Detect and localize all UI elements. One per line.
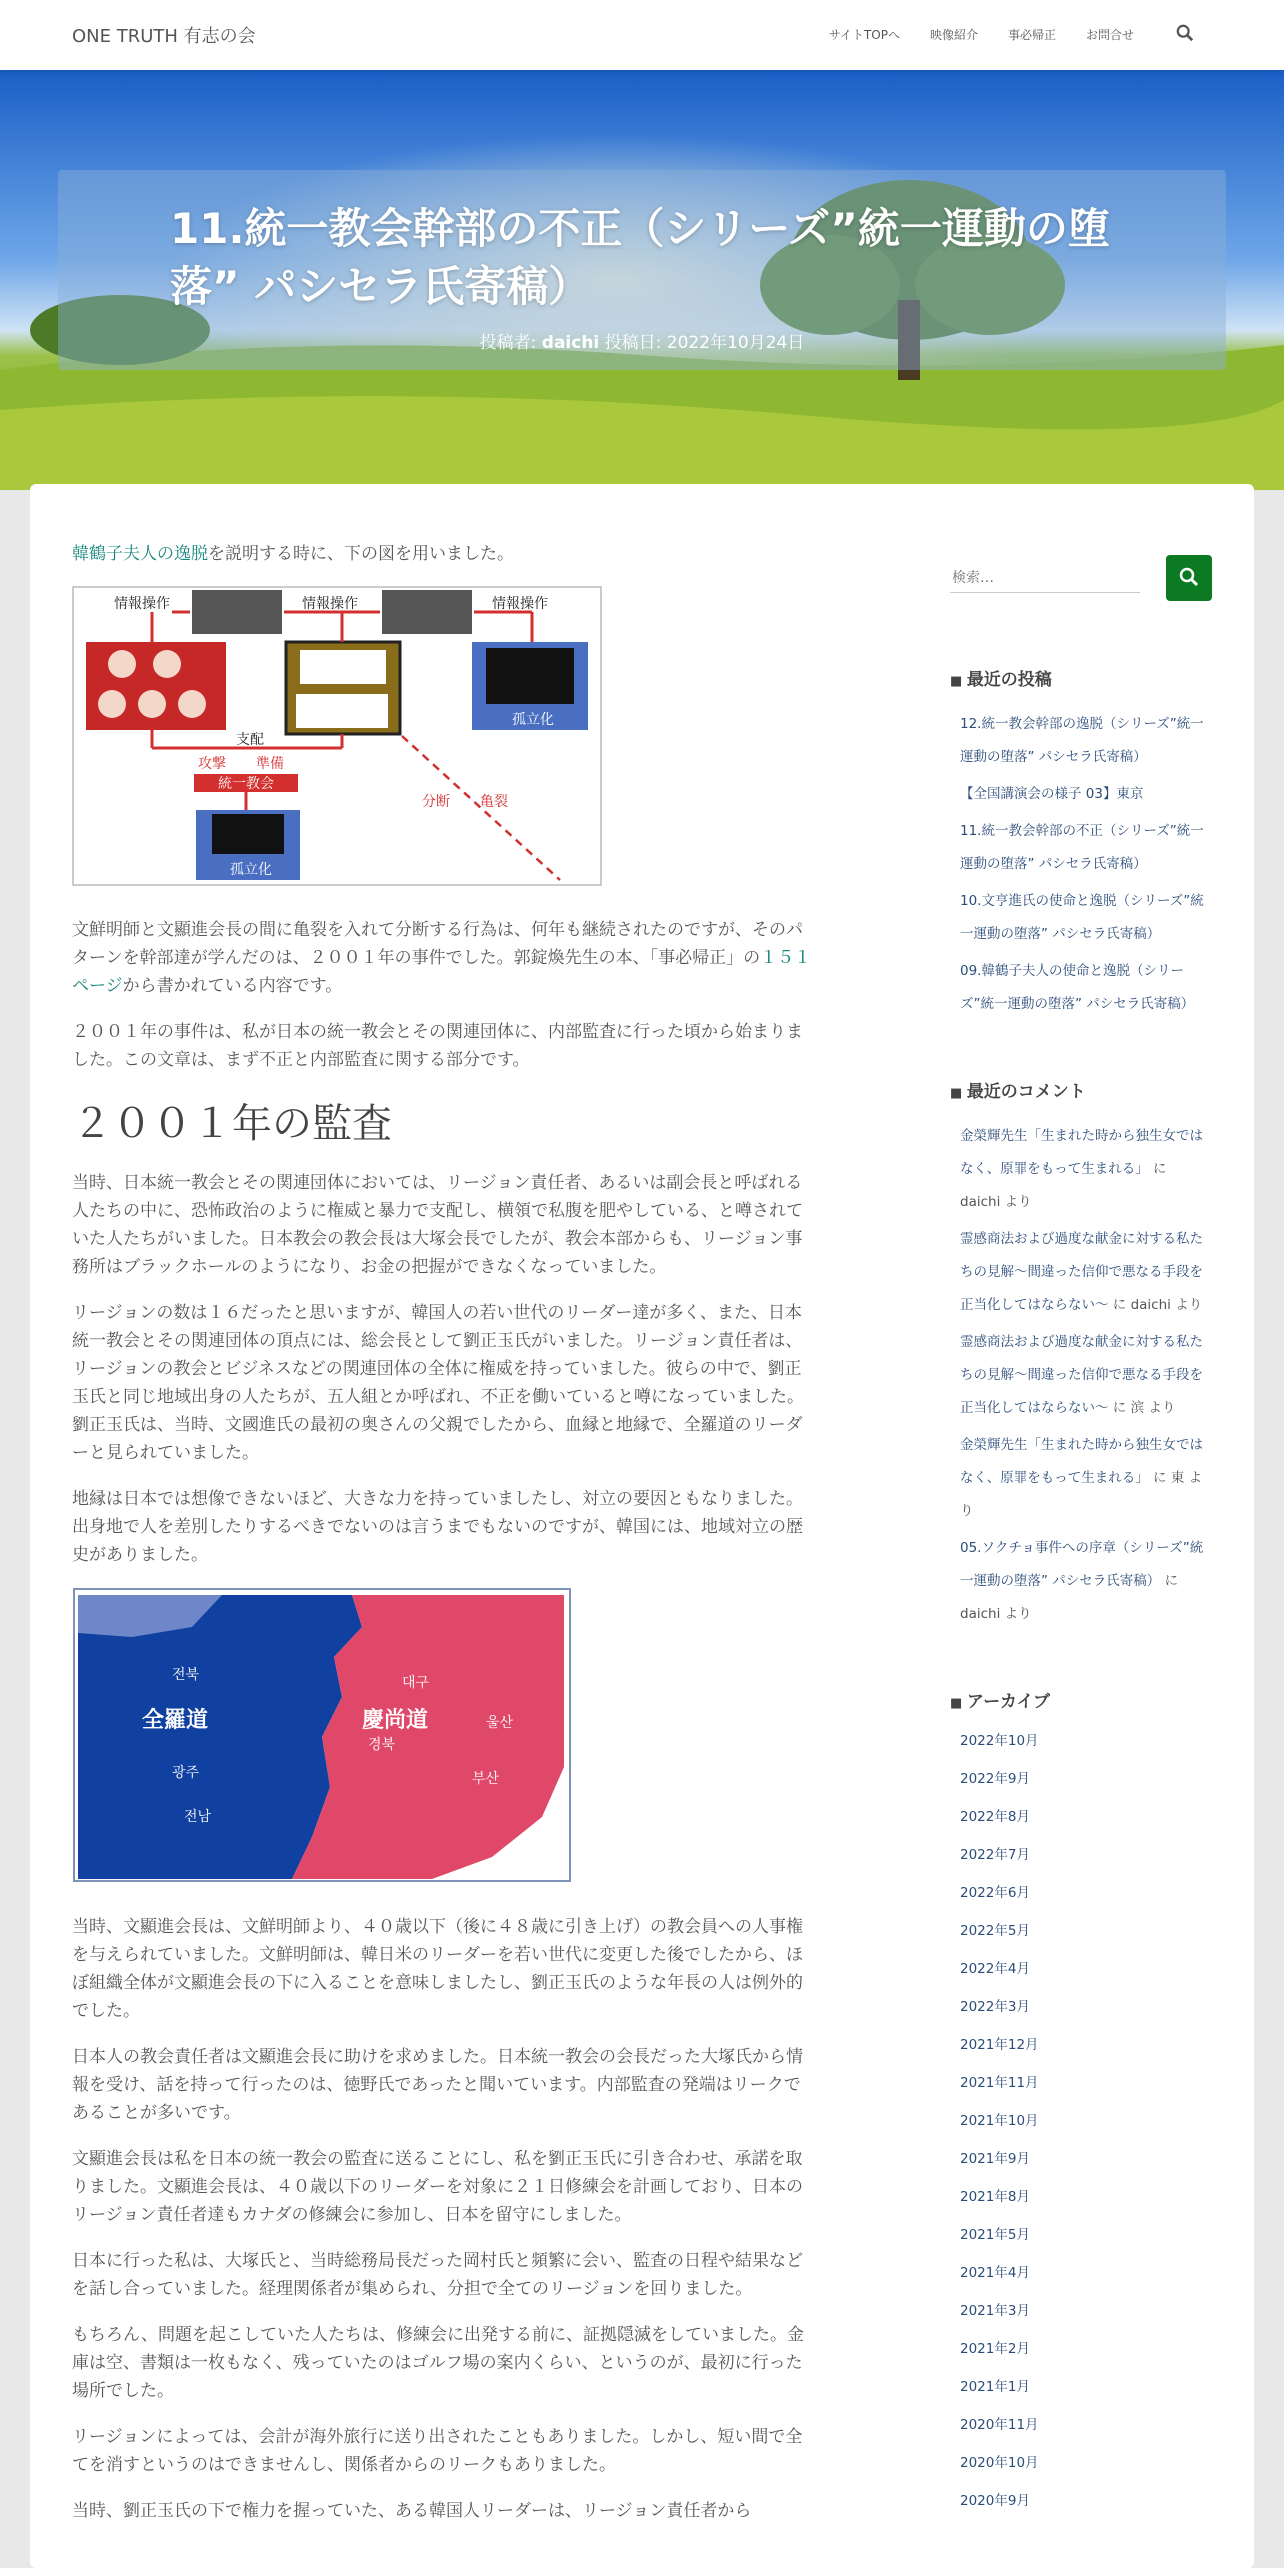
list-item: [960, 815, 1210, 881]
list-item: [960, 1844, 1210, 1866]
list-item: [960, 2262, 1210, 2284]
list-item: [960, 885, 1210, 951]
paragraph-3: 当時、日本統一教会とその関連団体においては、リージョン責任者、あるいは副会長と呼ばれる人たちの中に、恐怖政治のように権威と暴力で支配し、横領で私腹を肥やしている、と噂されていた人たちがいました。日本教会の教会長は大塚会長でしたが、教会本部からも、リージョン事務所はブラックホールのようになり、お金の把握ができなくなっていました。: [72, 1173, 803, 1277]
map-label-daegu: 대구: [402, 1675, 430, 1691]
diagram-label-crack: 亀裂: [480, 794, 508, 810]
comment-author: 東: [1170, 1470, 1185, 1486]
list-item: [960, 2414, 1210, 2436]
archive-link[interactable]: 2022年8月: [960, 1809, 1030, 1825]
search-icon[interactable]: [1176, 24, 1194, 42]
list-item: [960, 2186, 1210, 2208]
archive-link[interactable]: 2021年3月: [960, 2303, 1030, 2319]
archives-list: [960, 1730, 1210, 2512]
paragraph-7: 日本人の教会責任者は文顯進会長に助けを求めました。日本統一教会の会長だった大塚氏から情報を受け、話を持って行ったのは、徳野氏であったと聞いています。内部監査の発端はリークであることが多いです。: [72, 2047, 803, 2123]
p1-text-a: 文鮮明師と文顯進会長の間に亀裂を入れて分断する行為は、何年も継続されたのですが、そのパターンを幹部達が学んだのは、２００１年の事件でした。郭錠煥先生の本、「事必帰正」の: [72, 920, 803, 968]
search-icon: [1179, 567, 1199, 587]
korea-region-map-svg: [72, 1587, 572, 1883]
list-item: [960, 1223, 1210, 1322]
recent-post-link[interactable]: 10.文亨進氏の使命と逸脱（シリーズ”統一運動の堕落” パシセラ氏寄稿）: [960, 893, 1204, 942]
meta-author-prefix: 投稿者:: [479, 333, 537, 353]
archive-link[interactable]: 2021年12月: [960, 2037, 1039, 2053]
whisper-photo-2: [382, 590, 472, 634]
paragraph-6: 当時、文顯進会長は、文鮮明師より、４０歳以下（後に４８歳に引き上げ）の教会員への人事権を与えられていました。文鮮明師は、韓日米のリーダーを若い世代に変更した後でしたから、ほぼ組織全体が文顯進会長の下に入ることを意味しましたし、劉正玉氏のような年長の人は例外的でした。: [72, 1917, 803, 2021]
list-item: [960, 2338, 1210, 2360]
map-label-left-region: 全羅道: [142, 1708, 209, 1733]
archive-link[interactable]: 2021年5月: [960, 2227, 1030, 2243]
comment-tail: より: [1000, 1606, 1032, 1622]
archive-link[interactable]: 2022年7月: [960, 1847, 1030, 1863]
archive-link[interactable]: 2022年4月: [960, 1961, 1030, 1977]
comment-post-link[interactable]: 霊感商法および過度な献金に対する私たちの見解～間違った信仰で悪なる手段を正当化してはならない～: [960, 1231, 1203, 1313]
list-item: [960, 2490, 1210, 2512]
diagram-label-split: 分断: [422, 794, 450, 810]
list-item: [960, 1920, 1210, 1942]
map-label-right-region: 慶尚道: [362, 1708, 429, 1733]
comment-author: daichi: [960, 1606, 1001, 1622]
map-label-jeonbuk: 전북: [172, 1667, 200, 1683]
nav-item-videos[interactable]: 映像紹介: [929, 28, 978, 42]
comment-tail: より: [1170, 1297, 1203, 1313]
diagram-label-control: 支配: [236, 732, 264, 748]
paragraph-10: もちろん、問題を起こしていた人たちは、修練会に出発する前に、証拠隠滅をしていました。金庫は空、書類は一枚もなく、残っていたのはゴルフ場の案内くらい、というのが、最初に行った場所でした。: [72, 2325, 805, 2401]
list-item: [960, 1806, 1210, 1828]
nav-item-top[interactable]: サイトTOPへ: [828, 28, 900, 42]
paragraph-2: ２００１年の事件は、私が日本の統一教会とその関連団体に、内部監査に行った頃から始まりました。この文章は、まず不正と内部監査に関する部分です。: [72, 1022, 803, 1070]
sidebar: [950, 555, 1210, 2568]
recent-post-link[interactable]: 09.韓鶴子夫人の使命と逸脱（シリーズ”統一運動の堕落” パシセラ氏寄稿）: [960, 963, 1195, 1012]
archive-link[interactable]: 2021年11月: [960, 2075, 1039, 2091]
post-title: 11.統一教会幹部の不正（シリーズ”統一運動の堕落” パシセラ氏寄稿）: [170, 204, 1110, 311]
recent-comments-heading: ■ 最近のコメント: [950, 1077, 1210, 1102]
recent-posts-list: [960, 708, 1210, 1021]
intro-text: を説明する時に、下の図を用いました。: [208, 544, 514, 564]
archive-link[interactable]: 2022年5月: [960, 1923, 1030, 1939]
sidebar-search-button[interactable]: [1166, 555, 1212, 601]
manipulation-diagram: [72, 586, 812, 890]
archive-link[interactable]: 2020年10月: [960, 2455, 1039, 2471]
diagram-label-isolate2: 孤立化: [230, 862, 272, 878]
list-item: [960, 1768, 1210, 1790]
diagram-label-isolate1: 孤立化: [512, 712, 554, 728]
list-item: [960, 1429, 1210, 1528]
comment-tail: より: [960, 1470, 1203, 1519]
archive-link[interactable]: 2020年9月: [960, 2493, 1030, 2509]
list-item: [960, 1958, 1210, 1980]
paragraph-4: リージョンの数は１６だったと思いますが、韓国人の若い世代のリーダー達が多く、また、日本統一教会とその関連団体の頂点には、総会長として劉正玉氏がいました。リージョン責任者は、リージョンの教会とビジネスなどの関連団体の全体に権威を持っていました。彼らの中で、劉正玉氏と同じ地域出身の人たちが、五人組とか呼ばれ、不正を働いていると噂になっていました。劉正玉氏は、当時、文國進氏の最初の奥さんの父親でしたから、血縁と地縁で、全羅道のリーダーと見られていました。: [72, 1303, 805, 1463]
intro-link[interactable]: 韓鶴子夫人の逸脱: [72, 544, 208, 564]
archive-link[interactable]: 2021年9月: [960, 2151, 1030, 2167]
map-label-gyeongbuk: 경북: [368, 1737, 396, 1753]
p1-text-b: から書かれている内容です。: [122, 976, 343, 996]
top-navbar: [0, 0, 1284, 70]
diagram-label-op3: 情報操作: [492, 596, 548, 612]
korea-region-map: [72, 1587, 812, 1887]
archive-link[interactable]: 2021年1月: [960, 2379, 1030, 2395]
diagram-label-prepare: 準備: [256, 756, 284, 772]
list-item: [960, 778, 1210, 811]
main-nav: [829, 26, 1134, 43]
comment-post-link[interactable]: 05.ソクチョ事件への序章（シリーズ”統一運動の堕落” パシセラ氏寄稿）: [960, 1540, 1204, 1589]
list-item: [960, 2110, 1210, 2132]
post-meta: [0, 328, 1284, 353]
list-item: [960, 2224, 1210, 2246]
nav-item-book[interactable]: 事必帰正: [1007, 28, 1056, 42]
diagram-label-op1: 情報操作: [114, 596, 170, 612]
diagram-label-op2: 情報操作: [302, 596, 358, 612]
archive-link[interactable]: 2022年6月: [960, 1885, 1030, 1901]
whisper-photo-1: [192, 590, 282, 634]
list-item: [960, 2072, 1210, 2094]
paragraph-9: 日本に行った私は、大塚氏と、当時総務局長だった岡村氏と頻繁に会い、監査の日程や結果などを話し合っていました。経理関係者が集められ、分担で全てのリージョンを回りました。: [72, 2251, 803, 2299]
comment-sep: に: [1160, 1573, 1179, 1589]
page-151-link[interactable]: １５１ページ: [72, 948, 812, 996]
comment-sep: に: [1148, 1470, 1171, 1486]
nav-item-contact[interactable]: お問合せ: [1085, 28, 1134, 42]
archive-link[interactable]: 2021年8月: [960, 2189, 1030, 2205]
paragraph-8: 文顯進会長は私を日本の統一教会の監査に送ることにし、私を劉正玉氏に引き合わせ、承諾を取りました。文顯進会長は、４０歳以下のリーダーを対象に２１日修練会を計画しており、日本のリージョン責任者達もカナダの修練会に参加し、日本を留守にしました。: [72, 2149, 803, 2225]
archives-heading: ■ アーカイブ: [950, 1687, 1210, 1712]
archive-link[interactable]: 2021年4月: [960, 2265, 1030, 2281]
sidebar-search-input[interactable]: [950, 563, 1140, 593]
section-heading-audit: ２００１年の監査: [72, 1101, 392, 1147]
map-label-ulsan: 울산: [486, 1715, 514, 1731]
list-item: [960, 2452, 1210, 2474]
post-author-link[interactable]: daichi: [541, 333, 600, 353]
diagram-label-attack: 攻撃: [198, 756, 226, 772]
diagram-label-church: 統一教会: [218, 776, 274, 792]
manipulation-diagram-svg: [72, 586, 602, 886]
archive-link[interactable]: 2022年3月: [960, 1999, 1030, 2015]
comment-sep: に: [1148, 1161, 1167, 1177]
list-item: [960, 1326, 1210, 1425]
article-body: [72, 540, 812, 2543]
list-item: [960, 1532, 1210, 1631]
list-item: [960, 1882, 1210, 1904]
list-item: [960, 708, 1210, 774]
map-label-jeonnam: 전남: [184, 1809, 212, 1825]
sidebar-search: [950, 555, 1210, 605]
comment-sep: に: [1108, 1400, 1131, 1416]
intro-paragraph: [72, 540, 812, 568]
comment-post-link[interactable]: 霊感商法および過度な献金に対する私たちの見解～間違った信仰で悪なる手段を正当化してはならない～: [960, 1334, 1203, 1416]
recent-post-link[interactable]: 12.統一教会幹部の逸脱（シリーズ”統一運動の堕落” パシセラ氏寄稿）: [960, 716, 1204, 765]
archive-link[interactable]: 2022年10月: [960, 1733, 1039, 1749]
paragraph-11: リージョンによっては、会計が海外旅行に送り出されたこともありました。しかし、短い間で全てを消すというのはできませんし、関係者からのリークもありました。: [72, 2427, 803, 2475]
comment-tail: より: [1144, 1400, 1176, 1416]
list-item: [960, 2300, 1210, 2322]
map-label-busan: 부산: [472, 1771, 500, 1787]
list-item: [960, 1996, 1210, 2018]
comment-author: daichi: [960, 1194, 1001, 1210]
comment-post-link[interactable]: 金榮輝先生「生まれた時から独生女ではなく、原罪をもって生まれる」: [960, 1437, 1203, 1486]
list-item: [960, 1730, 1210, 1752]
recent-post-link[interactable]: 【全国講演会の様子 03】東京: [960, 786, 1144, 802]
list-item: [960, 955, 1210, 1021]
site-title[interactable]: ONE TRUTH 有志の会: [72, 26, 256, 47]
archive-link[interactable]: 2022年9月: [960, 1771, 1030, 1787]
list-item: [960, 2034, 1210, 2056]
comment-author: daichi: [1130, 1297, 1171, 1313]
recent-comments-list: [960, 1120, 1210, 1631]
meta-date: 投稿日: 2022年10月24日: [604, 333, 805, 353]
archive-link[interactable]: 2021年10月: [960, 2113, 1039, 2129]
map-label-gwangju: 광주: [172, 1765, 200, 1781]
paragraph-5: 地縁は日本では想像できないほど、大きな力を持っていましたし、対立の要因ともなりました。出身地で人を差別したりするべきでないのは言うまでもないのですが、韓国には、地域対立の歴史がありました。: [72, 1489, 803, 1565]
archive-link[interactable]: 2021年2月: [960, 2341, 1030, 2357]
recent-post-link[interactable]: 11.統一教会幹部の不正（シリーズ”統一運動の堕落” パシセラ氏寄稿）: [960, 823, 1204, 872]
archive-link[interactable]: 2020年11月: [960, 2417, 1039, 2433]
list-item: [960, 1120, 1210, 1219]
comment-post-link[interactable]: 金榮輝先生「生まれた時から独生女ではなく、原罪をもって生まれる」: [960, 1128, 1203, 1177]
comment-tail: より: [1000, 1194, 1032, 1210]
comment-author: 滨: [1130, 1400, 1145, 1416]
recent-posts-heading: ■ 最近の投稿: [950, 665, 1210, 690]
list-item: [960, 2148, 1210, 2170]
hero-banner: [0, 70, 1284, 490]
paragraph-12: 当時、劉正玉氏の下で権力を握っていた、ある韓国人リーダーは、リージョン責任者から: [72, 2501, 752, 2521]
paragraph-1: [72, 916, 812, 1000]
comment-sep: に: [1108, 1297, 1131, 1313]
list-item: [960, 2376, 1210, 2398]
